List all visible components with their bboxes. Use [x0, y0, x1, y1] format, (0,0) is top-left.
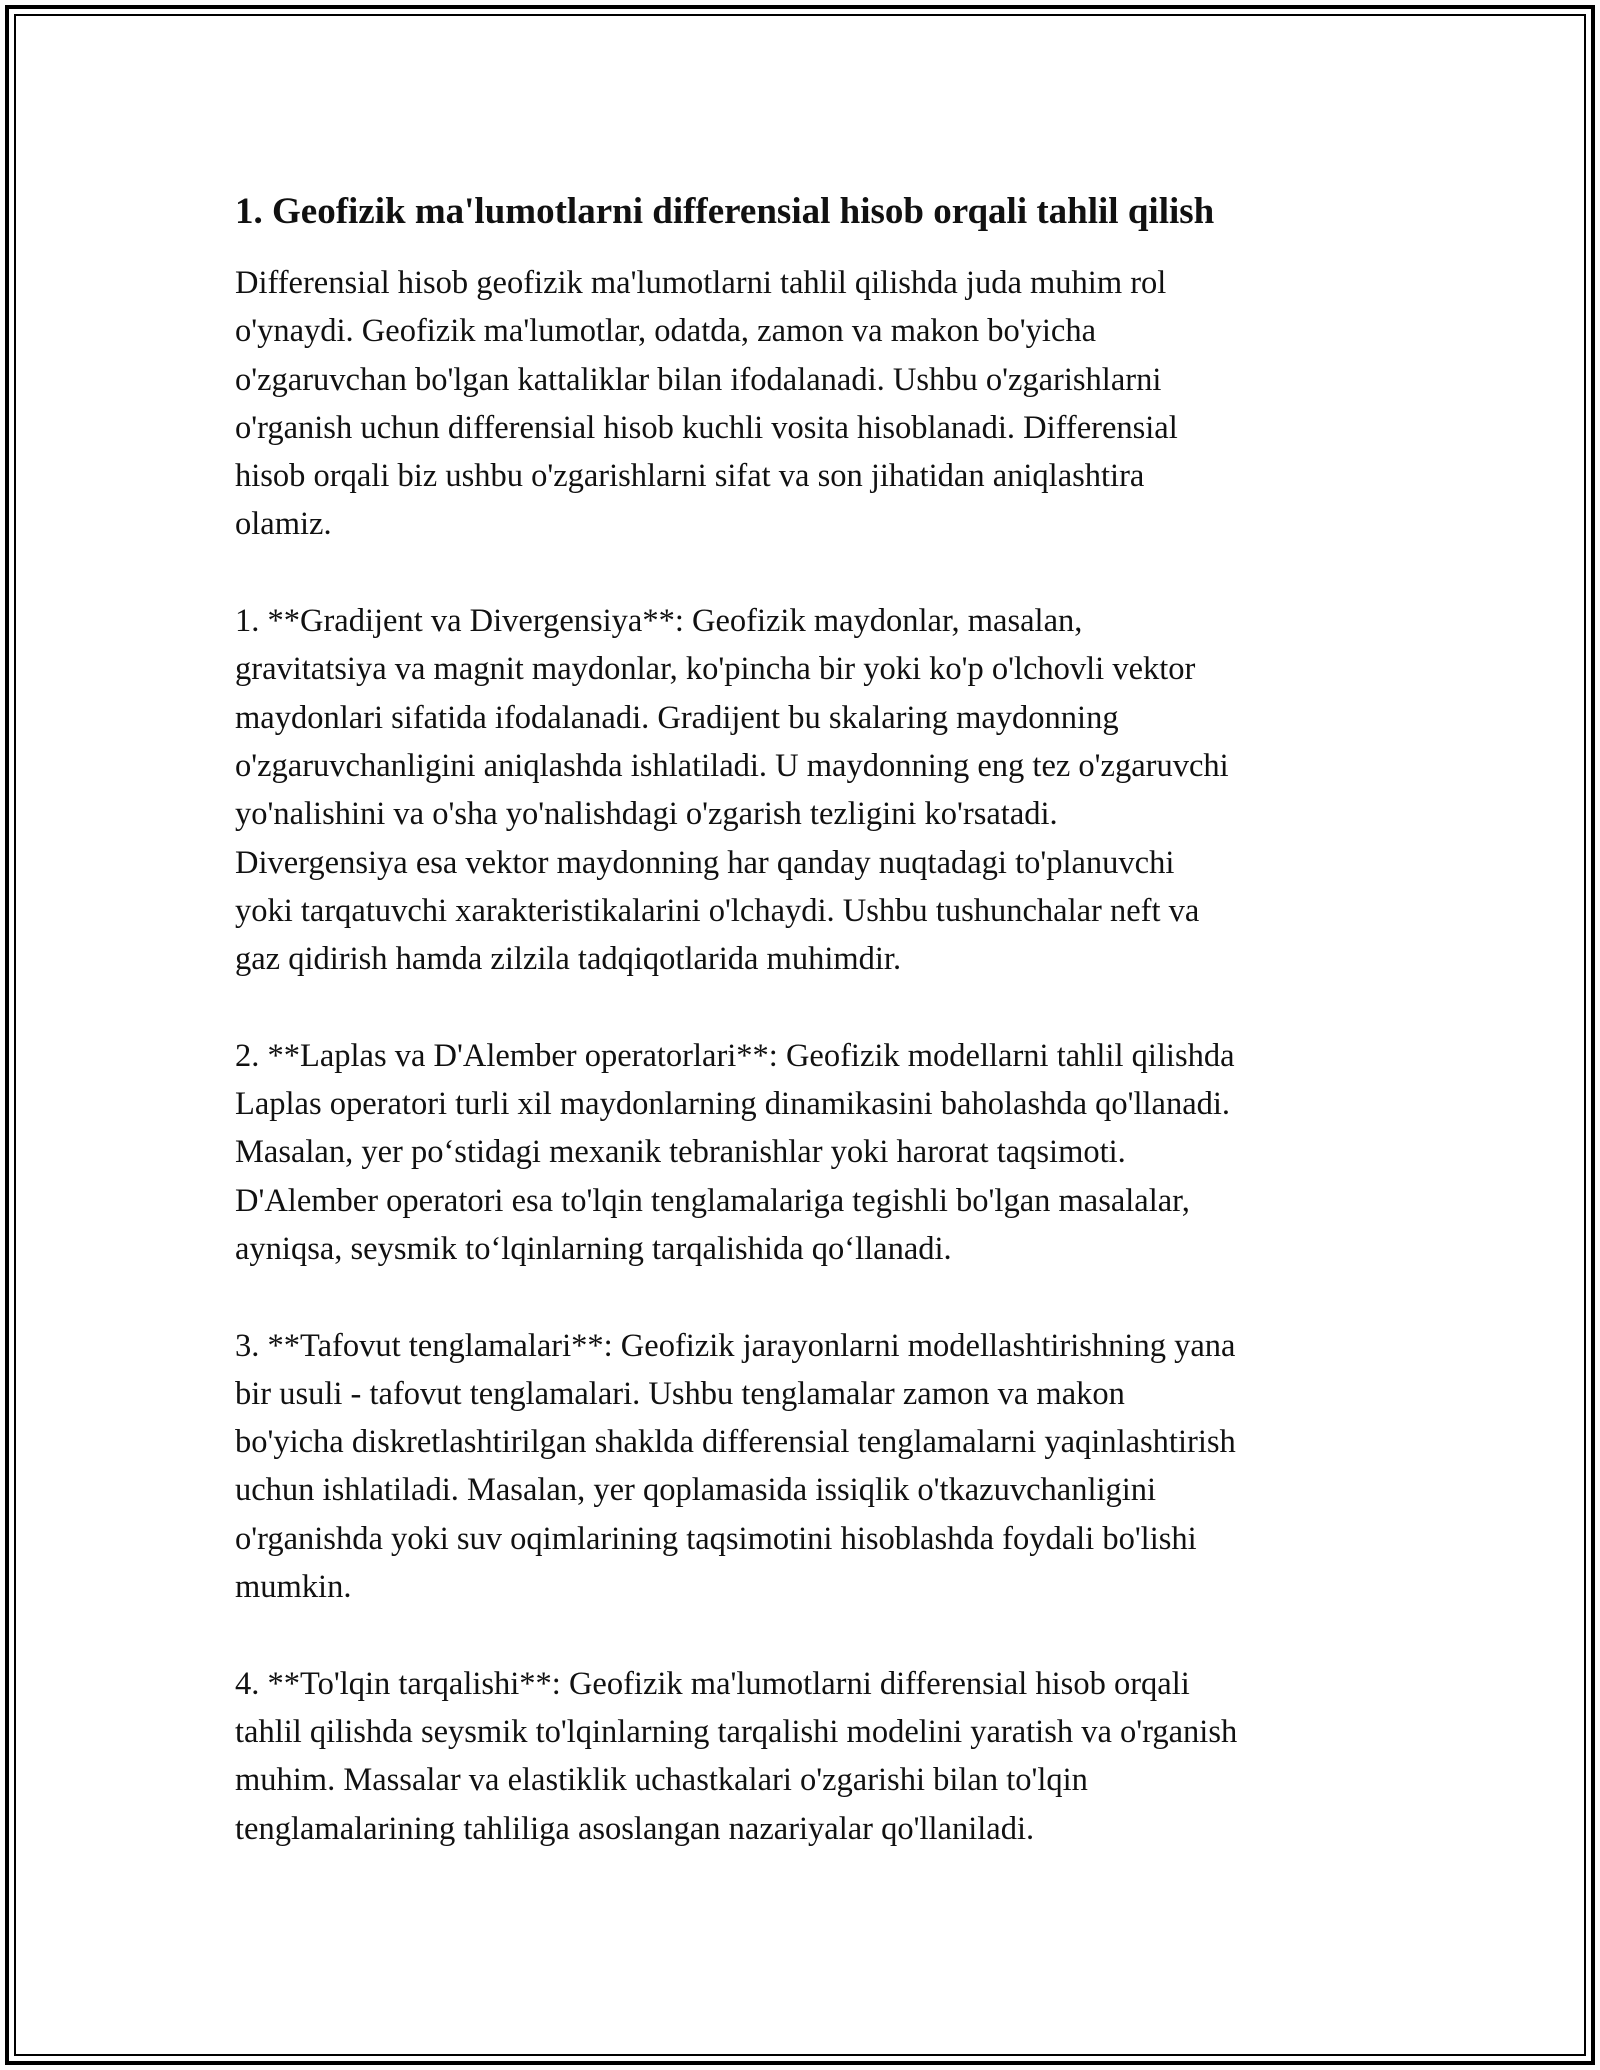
- document-title: 1. Geofizik ma'lumotlarni differensial hisob orqali tahlil qilish: [235, 191, 1215, 232]
- paragraph-wave-propagation: 4. **To'lqin tarqalishi**: Geofizik ma'lumotlarni differensial hisob orqali tahlil qilishda seysmik to'lqinlarning tarqalishi modelini yaratish va o'rganish muhim. Massalar va elastiklik uchastkalari o'zgarishi bilan to'lqin tenglamalarining tahliliga asoslangan nazariyalar qo'llaniladi.: [235, 1665, 1238, 1847]
- paragraph-difference-equations: 3. **Tafovut tenglamalari**: Geofizik jarayonlarni modellashtirishning yana bir usuli - tafovut tenglamalari. Ushbu tenglamalar zamon va makon bo'yicha diskretlashtirilgan shaklda differensial tenglamalarni yaqinlashtirish uchun ishlatiladi. Masalan, yer qoplamasida issiqlik o'tkazuvchanligini o'rganishda yoki suv oqimlarining taqsimotini hisoblashda foydali bo'lishi mumkin.: [235, 1327, 1236, 1606]
- intro-paragraph: Differensial hisob geofizik ma'lumotlarni tahlil qilishda juda muhim rol o'ynaydi. Geofizik ma'lumotlar, odatda, zamon va makon bo'yicha o'zgaruvchan bo'lgan kattaliklar bilan ifodalanadi. Ushbu o'zgarishlarni o'rganish uchun differensial hisob kuchli vosita hisoblanadi. Differensial hisob orqali biz ushbu o'zgarishlarni sifat va son jihatidan aniqlashtira olamiz.: [235, 265, 1178, 543]
- paragraph-gradient-divergence: 1. **Gradijent va Divergensiya**: Geofizik maydonlar, masalan, gravitatsiya va magnit maydonlar, ko'pincha bir yoki ko'p o'lchovli vektor maydonlari sifatida ifodalanadi. Gradijent bu skalaring maydonning o'zgaruvchanligini aniqlashda ishlatiladi. U maydonning eng tez o'zgaruvchi yo'nalishini va o'sha yo'nalishdagi o'zgarish tezligini ko'rsatadi. Divergensiya esa vektor maydonning har qanday nuqtadagi to'planuvchi yoki tarqatuvchi xarakteristikalarini o'lchaydi. Ushbu tushunchalar neft va gaz qidirish hamda zilzila tadqiqotlarida muhimdir.: [235, 603, 1229, 978]
- paragraph-laplace-dalembert: 2. **Laplas va D'Alember operatorlari**: Geofizik modellarni tahlil qilishda Laplas operatori turli xil maydonlarning dinamikasini baholashda qo'llanadi. Masalan, yer po‘stidagi mexanik tebranishlar yoki harorat taqsimoti. D'Alember operatori esa to'lqin tenglamalariga tegishli bo'lgan masalalar, ayniqsa, seysmik to‘lqinlarning tarqalishida qo‘llanadi.: [235, 1037, 1235, 1267]
- document-body: [235, 185, 1385, 1853]
